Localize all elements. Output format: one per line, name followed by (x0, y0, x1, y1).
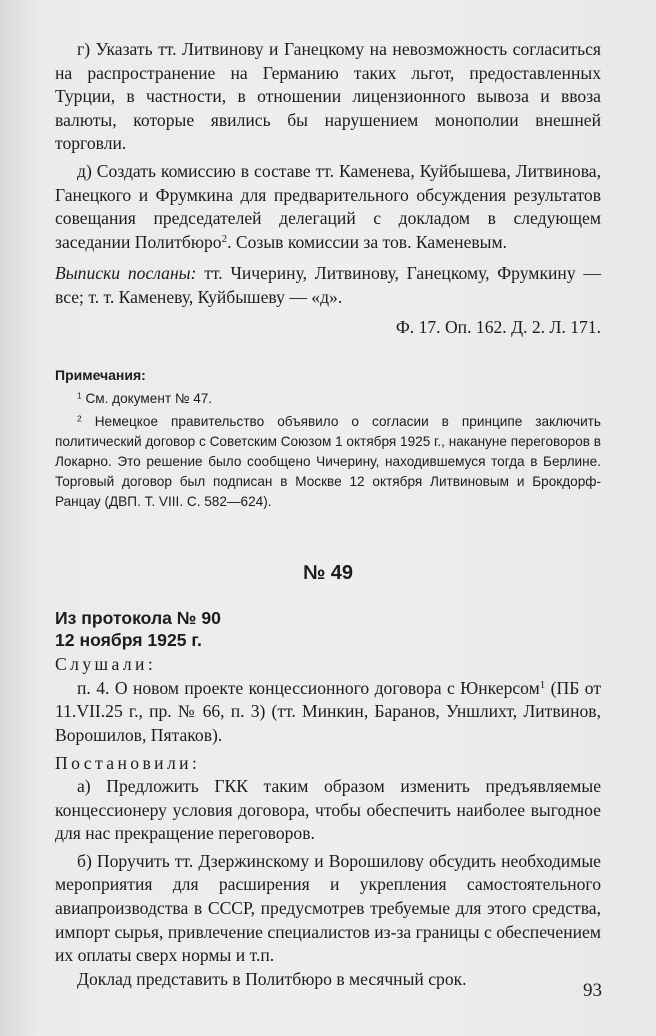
paragraph-d (55, 160, 601, 254)
note-2-text: Немецкое правительство объявило о согласии в принципе заключить политический договор с Советским Союзом 1 октября 1925 г., накануне переговоров в Локарно. Это решение было сообщено Чичерину, находившемуся тогда в Берлине. Торговый договор был подписан в Москве 12 октября Литвиновым и Брокдорф-Ранцау (ДВП. Т. VIII. С. 582—624). (55, 414, 601, 510)
protocol-date: 12 ноября 1925 г. (55, 630, 202, 651)
distribution-text: тт. Чичерину, Литвинову, Ганецкому, Фрумкину — все; т. т. Каменеву, Куйбышеву — «д». (55, 263, 601, 307)
paragraph-g: г) Указать тт. Литвинову и Ганецкому на невозможность согласиться на распространение на Германию таких льгот, предоставленных Турции, в частности, в отношении лицензионного вывоза и ввоза валюты, которые явились бы нарушением монополии внешней торговли. (55, 39, 601, 154)
agenda-item-tail: (ПБ от 11.VII.25 г., пр. № 66, п. 3) (тт. Минкин, Баранов, Уншлихт, Литвинов, Ворошилов, Пятаков). (55, 677, 602, 745)
note-2 (55, 412, 601, 512)
footnote-ref-2: 2 (221, 232, 228, 245)
agenda-item (55, 677, 601, 748)
archive-reference: Ф. 17. Оп. 162. Д. 2. Л. 171. (395, 316, 601, 337)
distribution-line (55, 262, 601, 309)
agenda-item-text: п. 4. О новом проекте концессионного договора с Юнкерсом (77, 677, 540, 698)
notes-heading: Примечания: (55, 367, 146, 384)
protocol-line-1: Из протокола № 90 (55, 608, 221, 629)
document-number: № 49 (302, 562, 354, 585)
paragraph-d-text: д) Создать комиссию в составе тт. Каменева, Куйбышева, Литвинова, Ганецкого и Фрумкина для предварительного обсуждения результатов совещания председателей делегаций с докладом в следующем заседании Политбюро (55, 160, 601, 252)
note-1-marker: 1 (77, 390, 82, 401)
note-1-text: См. документ № 47. (81, 391, 213, 407)
decision-a: а) Предложить ГКК таким образом изменить предъявляемые концессионеру условия договора, чтобы обеспечить наиболее выгодное для нас прекращение переговоров. (55, 776, 601, 844)
report-instruction: Доклад представить в Политбюро в месячный срок. (77, 968, 467, 989)
decision-b: б) Поручить тт. Дзержинскому и Ворошилову обсудить необходимые мероприятия для расширения и укрепления самостоятельного авиапроизводства в СССР, предусмотрев требуемые для этого средства, импорт сырья, привлечение специалистов из-за границы с обеспечением их оплаты сверх нормы и т.п. (55, 850, 601, 966)
paragraph-d-tail: . Созыв комиссии за тов. Каменевым. (227, 231, 508, 252)
note-1 (55, 389, 601, 409)
page-number: 93 (583, 980, 602, 1001)
text-column (55, 38, 601, 991)
decided-label: Постановили: (55, 752, 201, 773)
distribution-label: Выписки посланы: (55, 263, 197, 284)
protocol-title (55, 607, 601, 651)
heard-label: Слушали: (55, 654, 157, 675)
footnote-ref-1: 1 (539, 678, 546, 691)
note-2-marker: 2 (77, 413, 82, 424)
